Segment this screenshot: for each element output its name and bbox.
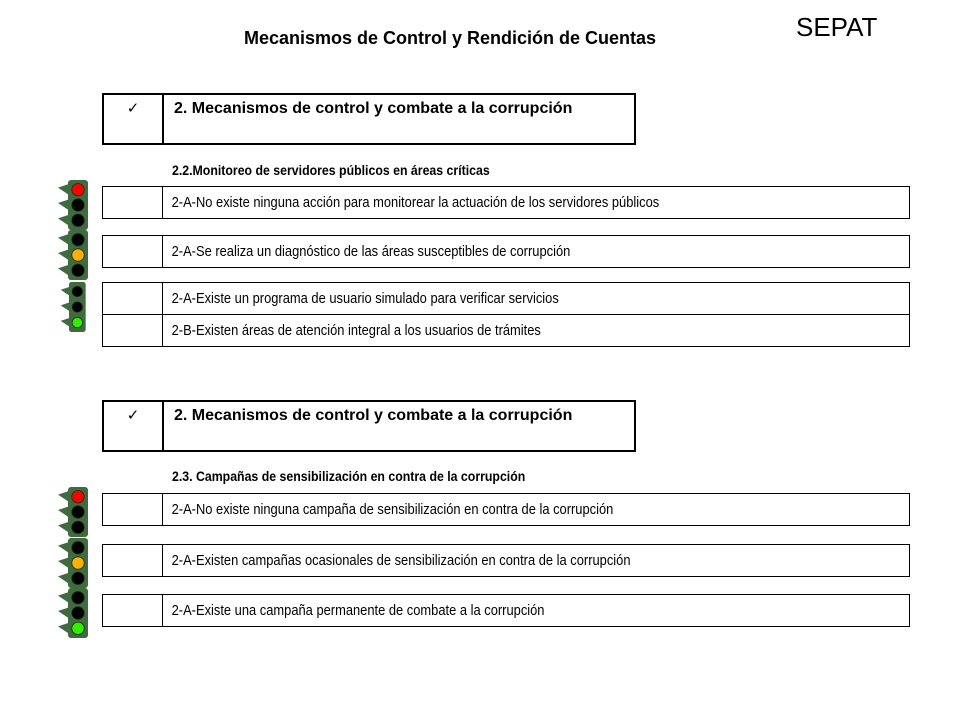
- criteria-group: [102, 594, 910, 627]
- criteria-group: [102, 544, 910, 577]
- criteria-group: [102, 186, 910, 219]
- traffic-light-green-icon: [56, 588, 92, 638]
- section-subtitle: 2.2.Monitoreo de servidores públicos en áreas críticas: [172, 162, 490, 178]
- criteria-row: 2-A-Se realiza un diagnóstico de las áreas susceptibles de corrupción: [103, 236, 909, 267]
- check-icon: ✓: [104, 402, 164, 450]
- criteria-row: 2-A-No existe ninguna campaña de sensibilización en contra de la corrupción: [103, 494, 909, 525]
- check-icon: ✓: [104, 95, 164, 143]
- criteria-group: [102, 282, 910, 347]
- section-header-text: 2. Mecanismos de control y combate a la corrupción: [174, 407, 573, 424]
- criteria-group: [102, 235, 910, 268]
- section-subtitle: 2.3. Campañas de sensibilización en contra de la corrupción: [172, 468, 526, 484]
- traffic-light-red-icon: [56, 487, 92, 537]
- page-title: Mecanismos de Control y Rendición de Cuentas: [243, 28, 657, 48]
- traffic-light-red-icon: [56, 180, 92, 230]
- criteria-row: 2-A-Existen campañas ocasionales de sensibilización en contra de la corrupción: [103, 545, 909, 576]
- criteria-row: 2-A-No existe ninguna acción para monitorear la actuación de los servidores públicos: [103, 187, 909, 218]
- traffic-light-yellow-icon: [56, 230, 92, 280]
- section-header: [102, 400, 636, 452]
- section-header: [102, 93, 636, 145]
- brand-label: SEPAT: [796, 12, 878, 42]
- criteria-group: [102, 493, 910, 526]
- traffic-light-green-icon: [56, 282, 92, 332]
- criteria-row: 2-A-Existe un programa de usuario simulado para verificar servicios: [103, 283, 909, 314]
- traffic-light-yellow-icon: [56, 538, 92, 588]
- criteria-row: 2-A-Existe una campaña permanente de combate a la corrupción: [103, 595, 909, 626]
- criteria-row: 2-B-Existen áreas de atención integral a los usuarios de trámites: [103, 314, 909, 346]
- section-header-text: 2. Mecanismos de control y combate a la corrupción: [174, 100, 573, 117]
